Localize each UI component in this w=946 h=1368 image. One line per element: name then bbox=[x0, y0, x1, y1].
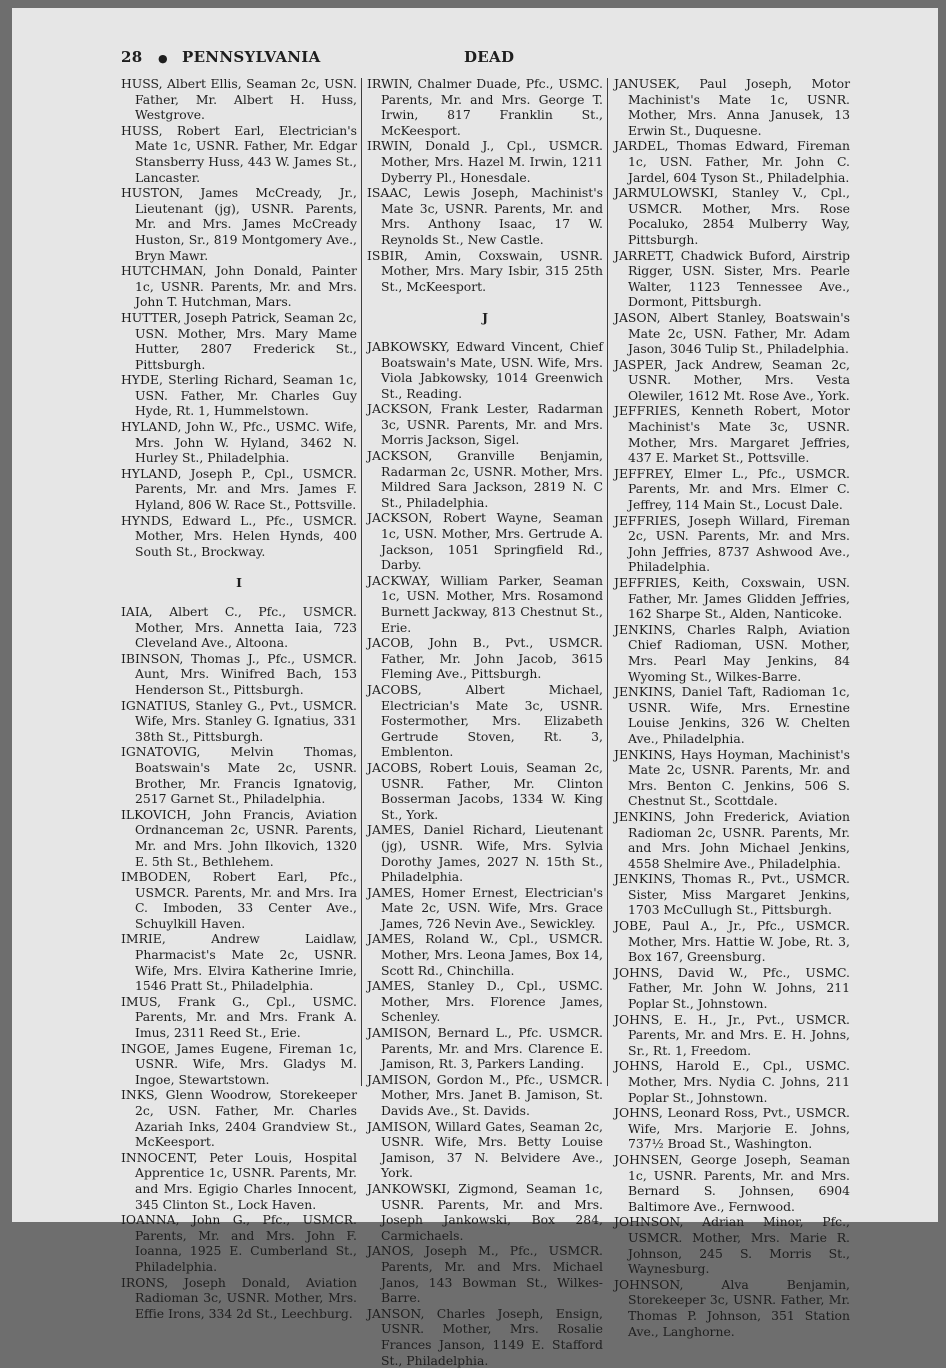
casualty-entry: HYLAND, Joseph P., Cpl., USMCR. Parents, Mr. and Mrs. James F. Hyland, 806 W. Race St., Pottsville. bbox=[121, 465, 357, 513]
casualty-entry: JACOB, John B., Pvt., USMCR. Father, Mr. John Jacob, 3615 Fleming Ave., Pittsburgh. bbox=[367, 635, 603, 682]
casualty-entry: IMRIE, Andrew Laidlaw, Pharmacist's Mate 2c, USNR. Wife, Mrs. Elvira Katherine Imrie, 1546 Pratt St., Philadelphia. bbox=[121, 931, 357, 994]
casualty-entry: JAMES, Daniel Richard, Lieutenant (jg), USNR. Wife, Mrs. Sylvia Dorothy James, 2027 N. 15th St., Philadelphia. bbox=[367, 822, 603, 885]
casualty-entry: IGNATIUS, Stanley G., Pvt., USMCR. Wife, Mrs. Stanley G. Ignatius, 331 38th St., Pittsburgh. bbox=[121, 697, 357, 744]
casualty-entry: HUSS, Albert Ellis, Seaman 2c, USN. Father, Mr. Albert H. Huss, Westgrove. bbox=[121, 76, 357, 123]
casualty-entry: JAMES, Roland W., Cpl., USMCR. Mother, Mrs. Leona James, Box 14, Scott Rd., Chinchilla. bbox=[367, 931, 603, 978]
casualty-entry: JOHNS, Harold E., Cpl., USMC. Mother, Mrs. Nydia C. Johns, 211 Poplar St., Johnstown. bbox=[614, 1058, 850, 1105]
casualty-entry: HUSTON, James McCready, Jr., Lieutenant (jg), USNR. Parents, Mr. and Mrs. James McCready Huston, Sr., 819 Montgomery Ave., Bryn Mawr. bbox=[121, 185, 357, 263]
casualty-entry: HYNDS, Edward L., Pfc., USMCR. Mother, Mrs. Helen Hynds, 400 South St., Brockway. bbox=[121, 512, 357, 559]
casualty-entry: JACKSON, Robert Wayne, Seaman 1c, USN. Mother, Mrs. Gertrude A. Jackson, 1051 Springfield Rd., Darby. bbox=[367, 510, 603, 573]
column-divider bbox=[607, 78, 608, 1086]
casualty-entry: JANSON, Charles Joseph, Ensign, USNR. Mother, Mrs. Rosalie Frances Janson, 1149 E. Stafford St., Philadelphia. bbox=[367, 1305, 603, 1368]
casualty-entry: IAIA, Albert C., Pfc., USMCR. Mother, Mrs. Annetta Iaia, 723 Cleveland Ave., Altoona. bbox=[121, 604, 357, 651]
casualty-entry: JAMISON, Willard Gates, Seaman 2c, USNR. Wife, Mrs. Betty Louise Jamison, 37 N. Belvidere Ave., York. bbox=[367, 1118, 603, 1181]
casualty-entry: HUSS, Robert Earl, Electrician's Mate 1c, USNR. Father, Mr. Edgar Stansberry Huss, 443 W. James St., Lancaster. bbox=[121, 122, 357, 185]
casualty-entry: IMUS, Frank G., Cpl., USMC. Parents, Mr. and Mrs. Frank A. Imus, 2311 Reed St., Erie. bbox=[121, 993, 357, 1041]
casualty-entry: JENKINS, John Frederick, Aviation Radioman 2c, USNR. Parents, Mr. and Mrs. John Michael Jenkins, 4558 Shelmire Ave., Philadelphia. bbox=[614, 808, 850, 871]
casualty-entry: INGOE, James Eugene, Fireman 1c, USNR. Wife, Mrs. Gladys M. Ingoe, Stewartstown. bbox=[121, 1040, 357, 1087]
casualty-entry: JENKINS, Daniel Taft, Radioman 1c, USNR. Wife, Mrs. Ernestine Louise Jenkins, 326 W. Chelten Ave., Philadelphia. bbox=[614, 684, 850, 746]
casualty-entry: JACOBS, Robert Louis, Seaman 2c, USNR. Father, Mr. Clinton Bosserman Jacobs, 1334 W. King St., York. bbox=[367, 759, 603, 822]
casualty-entry: JABKOWSKY, Edward Vincent, Chief Boatswain's Mate, USN. Wife, Mrs. Viola Jabkowsky, 1014 Greenwich St., Reading. bbox=[367, 338, 603, 401]
casualty-entry: JARRETT, Chadwick Buford, Airstrip Rigger, USN. Sister, Mrs. Pearle Walter, 1123 Tennessee Ave., Dormont, Pittsburgh. bbox=[614, 247, 850, 310]
casualty-entry: HYLAND, John W., Pfc., USMC. Wife, Mrs. John W. Hyland, 3462 N. Hurley St., Philadelphia. bbox=[121, 419, 357, 466]
casualty-entry: JENKINS, Charles Ralph, Aviation Chief Radioman, USN. Mother, Mrs. Pearl May Jenkins, 84 Wyoming St., Wilkes-Barre. bbox=[614, 621, 850, 684]
casualty-entry: ISAAC, Lewis Joseph, Machinist's Mate 3c, USNR. Parents, Mr. and Mrs. Anthony Isaac, 17 W. Reynolds St., New Castle. bbox=[367, 185, 603, 247]
casualty-entry: IRWIN, Donald J., Cpl., USMCR. Mother, Mrs. Hazel M. Irwin, 1211 Dyberry Pl., Honesdale. bbox=[367, 138, 603, 185]
page-number: 28 bbox=[121, 48, 143, 66]
casualty-entry: HUTCHMAN, John Donald, Painter 1c, USNR. Parents, Mr. and Mrs. John T. Hutchman, Mars. bbox=[121, 263, 357, 310]
section-letter: J bbox=[482, 310, 488, 326]
casualty-entry: JOHNS, Leonard Ross, Pvt., USMCR. Wife, Mrs. Marjorie E. Johns, 737½ Broad St., Washington. bbox=[614, 1105, 850, 1152]
section-heading: DEAD bbox=[464, 48, 515, 66]
casualty-entry: JANKOWSKI, Zigmond, Seaman 1c, USNR. Parents, Mr. and Mrs. Joseph Jankowski, Box 284, Carmichaels. bbox=[367, 1180, 603, 1243]
casualty-entry: ISBIR, Amin, Coxswain, USNR. Mother, Mrs. Mary Isbir, 315 25th St., McKeesport. bbox=[367, 247, 603, 294]
casualty-entry: IBINSON, Thomas J., Pfc., USMCR. Aunt, Mrs. Winifred Bach, 153 Henderson St., Pittsburgh. bbox=[121, 650, 357, 697]
casualty-entry: IRONS, Joseph Donald, Aviation Radioman 3c, USNR. Mother, Mrs. Effie Irons, 334 2d St., Leechburg. bbox=[121, 1274, 357, 1321]
state-heading: PENNSYLVANIA bbox=[182, 48, 321, 66]
casualty-entry: HUTTER, Joseph Patrick, Seaman 2c, USN. Mother, Mrs. Mary Mame Hutter, 2807 Frederick St., Pittsburgh. bbox=[121, 309, 357, 372]
casualty-entry: IGNATOVIG, Melvin Thomas, Boatswain's Mate 2c, USNR. Brother, Mr. Francis Ignatovig, 2517 Garnet St., Philadelphia. bbox=[121, 744, 357, 807]
casualty-entry: JASPER, Jack Andrew, Seaman 2c, USNR. Mother, Mrs. Vesta Olewiler, 1612 Mt. Rose Ave., York. bbox=[614, 356, 850, 403]
casualty-entry: JOHNS, David W., Pfc., USMC. Father, Mr. John W. Johns, 211 Poplar St., Johnstown. bbox=[614, 964, 850, 1012]
casualty-entry: IMBODEN, Robert Earl, Pfc., USMCR. Parents, Mr. and Mrs. Ira C. Imboden, 33 Center Ave., Schuylkill Haven. bbox=[121, 869, 357, 931]
bullet-icon: ● bbox=[158, 52, 168, 65]
casualty-entry: JAMES, Homer Ernest, Electrician's Mate 2c, USN. Wife, Mrs. Grace James, 726 Nevin Ave., Sewickley. bbox=[367, 884, 603, 931]
casualty-entry: JOHNSON, Adrian Minor, Pfc., USMCR. Mother, Mrs. Marie R. Johnson, 245 S. Morris St., Waynesburg. bbox=[614, 1214, 850, 1277]
casualty-entry: JACKSON, Granville Benjamin, Radarman 2c, USNR. Mother, Mrs. Mildred Sara Jackson, 2819 N. C St., Philadelphia. bbox=[367, 448, 603, 510]
casualty-entry: JARDEL, Thomas Edward, Fireman 1c, USN. Father, Mr. John C. Jardel, 604 Tyson St., Philadelphia. bbox=[614, 138, 850, 185]
casualty-entry: JAMES, Stanley D., Cpl., USMC. Mother, Mrs. Florence James, Schenley. bbox=[367, 978, 603, 1025]
casualty-entry: JAMISON, Bernard L., Pfc. USMCR. Parents, Mr. and Mrs. Clarence E. Jamison, Rt. 3, Parkers Landing. bbox=[367, 1025, 603, 1072]
column-1 bbox=[121, 76, 357, 1321]
casualty-entry: JANOS, Joseph M., Pfc., USMCR. Parents, Mr. and Mrs. Michael Janos, 143 Bowman St., Wilkes-Barre. bbox=[367, 1243, 603, 1306]
casualty-entry: IOANNA, John G., Pfc., USMCR. Parents, Mr. and Mrs. John F. Ioanna, 1925 E. Cumberland St., Philadelphia. bbox=[121, 1212, 357, 1274]
casualty-entry: JACOBS, Albert Michael, Electrician's Mate 3c, USNR. Fostermother, Mrs. Elizabeth Gertrude Stoven, Rt. 3, Emblenton. bbox=[367, 681, 603, 760]
column-2 bbox=[367, 76, 603, 1368]
casualty-entry: JOHNSON, Alva Benjamin, Storekeeper 3c, USNR. Father, Mr. Thomas P. Johnson, 351 Station Ave., Langhorne. bbox=[614, 1276, 850, 1339]
casualty-entry: JOBE, Paul A., Jr., Pfc., USMCR. Mother, Mrs. Hattie W. Jobe, Rt. 3, Box 167, Greensburg. bbox=[614, 918, 850, 965]
casualty-entry: ILKOVICH, John Francis, Aviation Ordnanceman 2c, USNR. Parents, Mr. and Mrs. John Ilkovich, 1320 E. 5th St., Bethlehem. bbox=[121, 806, 357, 869]
casualty-entry: JASON, Albert Stanley, Boatswain's Mate 2c, USN. Father, Mr. Adam Jason, 3046 Tulip St., Philadelphia. bbox=[614, 309, 850, 357]
casualty-entry: JEFFRIES, Keith, Coxswain, USN. Father, Mr. James Glidden Jeffries, 162 Sharpe St., Alden, Nanticoke. bbox=[614, 575, 850, 622]
casualty-entry: JANUSEK, Paul Joseph, Motor Machinist's Mate 1c, USNR. Mother, Mrs. Anna Janusek, 13 Erwin St., Duquesne. bbox=[614, 76, 850, 138]
casualty-entry: JARMULOWSKI, Stanley V., Cpl., USMCR. Mother, Mrs. Rose Pocaluko, 2854 Mulberry Way, Pittsburgh. bbox=[614, 185, 850, 247]
casualty-entry: JOHNSEN, George Joseph, Seaman 1c, USNR. Parents, Mr. and Mrs. Bernard S. Johnsen, 6904 Baltimore Ave., Fernwood. bbox=[614, 1151, 850, 1214]
casualty-entry: JEFFRIES, Joseph Willard, Fireman 2c, USN. Parents, Mr. and Mrs. John Jeffries, 8737 Ashwood Ave., Philadelphia. bbox=[614, 512, 850, 575]
casualty-entry: JENKINS, Thomas R., Pvt., USMCR. Sister, Miss Margaret Jenkins, 1703 McCullugh St., Pittsburgh. bbox=[614, 871, 850, 918]
column-divider bbox=[361, 78, 362, 1086]
casualty-entry: JEFFRIES, Kenneth Robert, Motor Machinist's Mate 3c, USNR. Mother, Mrs. Margaret Jeffries, 437 E. Market St., Pottsville. bbox=[614, 403, 850, 466]
section-letter: I bbox=[236, 575, 242, 591]
casualty-entry: JENKINS, Hays Hoyman, Machinist's Mate 2c, USNR. Parents, Mr. and Mrs. Benton C. Jenkins, 506 S. Chestnut St., Scottdale. bbox=[614, 746, 850, 809]
casualty-entry: JACKSON, Frank Lester, Radarman 3c, USNR. Parents, Mr. and Mrs. Morris Jackson, Sigel. bbox=[367, 401, 603, 448]
casualty-entry: HYDE, Sterling Richard, Seaman 1c, USN. Father, Mr. Charles Guy Hyde, Rt. 1, Hummelstown. bbox=[121, 372, 357, 419]
column-3 bbox=[614, 76, 850, 1339]
casualty-entry: JACKWAY, William Parker, Seaman 1c, USN. Mother, Mrs. Rosamond Burnett Jackway, 813 Chestnut St., Erie. bbox=[367, 572, 603, 635]
casualty-entry: INKS, Glenn Woodrow, Storekeeper 2c, USN. Father, Mr. Charles Azariah Inks, 2404 Grandview St., McKeesport. bbox=[121, 1087, 357, 1150]
casualty-entry: IRWIN, Chalmer Duade, Pfc., USMC. Parents, Mr. and Mrs. George T. Irwin, 817 Franklin St., McKeesport. bbox=[367, 76, 603, 138]
casualty-entry: JAMISON, Gordon M., Pfc., USMCR. Mother, Mrs. Janet B. Jamison, St. Davids Ave., St. Davids. bbox=[367, 1071, 603, 1118]
casualty-entry: JOHNS, E. H., Jr., Pvt., USMCR. Parents, Mr. and Mrs. E. H. Johns, Sr., Rt. 1, Freedom. bbox=[614, 1011, 850, 1058]
casualty-entry: JEFFREY, Elmer L., Pfc., USMCR. Parents, Mr. and Mrs. Elmer C. Jeffrey, 114 Main St., Locust Dale. bbox=[614, 465, 850, 513]
casualty-entry: INNOCENT, Peter Louis, Hospital Apprentice 1c, USNR. Parents, Mr. and Mrs. Egigio Charles Innocent, 345 Clinton St., Lock Haven. bbox=[121, 1149, 357, 1212]
